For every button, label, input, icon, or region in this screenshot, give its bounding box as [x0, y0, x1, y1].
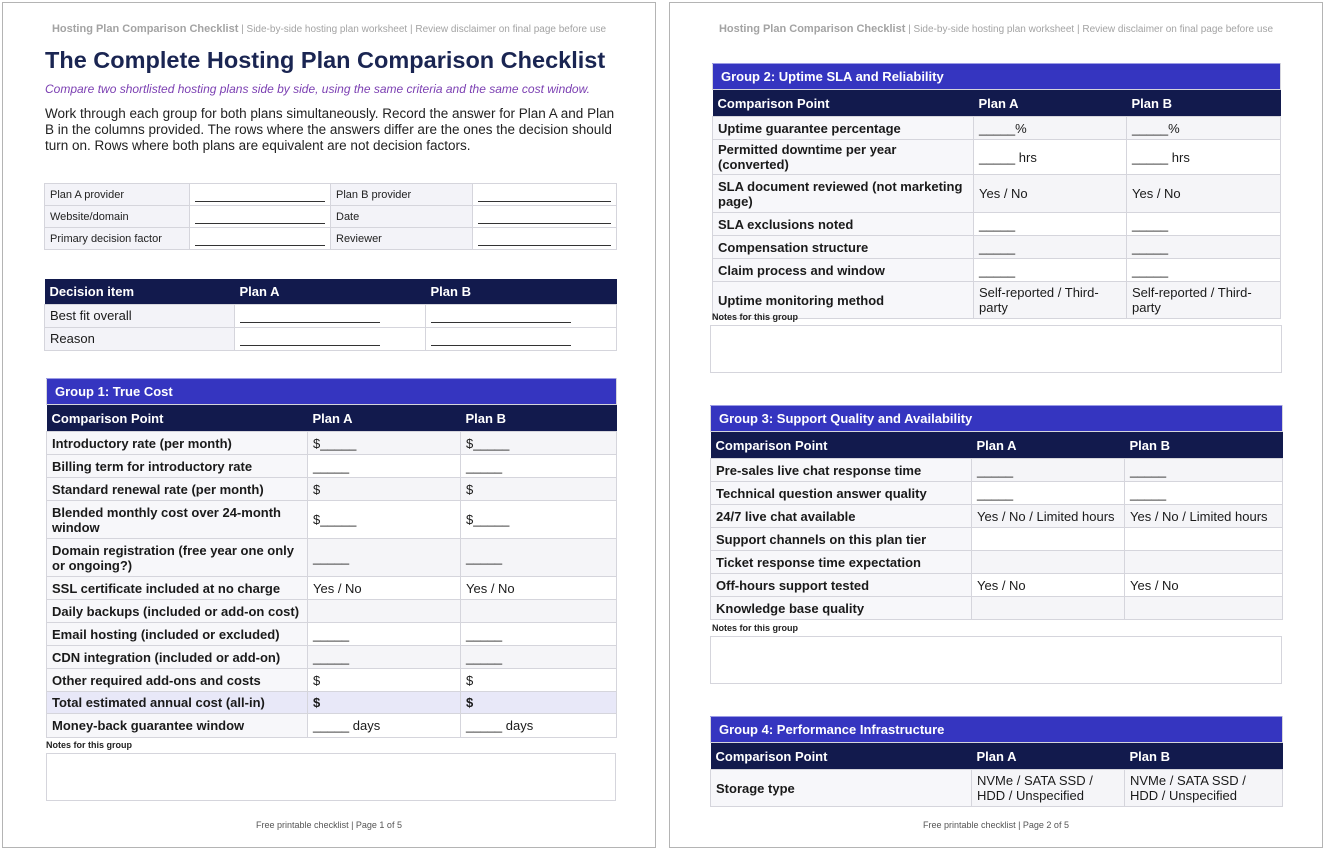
- column-header: Plan B: [461, 405, 617, 432]
- plan-a-value[interactable]: Yes / No / Limited hours: [972, 505, 1125, 528]
- column-header: Plan A: [235, 279, 426, 304]
- plan-a-value[interactable]: [972, 528, 1125, 551]
- table-row: [47, 600, 617, 623]
- info-label: Plan B provider: [331, 184, 473, 206]
- table-row: [713, 236, 1281, 259]
- info-field[interactable]: [190, 228, 331, 250]
- table-row: [47, 669, 617, 692]
- table-row: [47, 455, 617, 478]
- plan-a-value[interactable]: Yes / No: [972, 574, 1125, 597]
- plan-b-value[interactable]: _____: [461, 623, 617, 646]
- info-label: Date: [331, 206, 473, 228]
- plan-b-value[interactable]: Yes / No / Limited hours: [1125, 505, 1283, 528]
- plan-a-value[interactable]: $: [308, 669, 461, 692]
- comparison-point: Compensation structure: [713, 236, 974, 259]
- plan-b-value[interactable]: _____: [1127, 236, 1281, 259]
- plan-b-value[interactable]: Yes / No: [1127, 175, 1281, 213]
- plan-a-value[interactable]: _____: [308, 539, 461, 577]
- info-field[interactable]: [190, 184, 331, 206]
- comparison-point: Domain registration (free year one only or ongoing?): [47, 539, 308, 577]
- notes-label: Notes for this group: [712, 312, 798, 322]
- plan-b-value[interactable]: _____: [461, 455, 617, 478]
- group-1-table: [46, 378, 617, 738]
- plan-b-value[interactable]: Self-reported / Third-party: [1127, 282, 1281, 319]
- notes-label: Notes for this group: [712, 623, 798, 633]
- plan-a-value[interactable]: NVMe / SATA SSD / HDD / Unspecified: [972, 770, 1125, 807]
- plan-a-value[interactable]: Yes / No: [308, 577, 461, 600]
- plan-a-value[interactable]: $_____: [308, 501, 461, 539]
- plan-a-value[interactable]: _____: [308, 455, 461, 478]
- plan-b-value[interactable]: Yes / No: [461, 577, 617, 600]
- table-row: [47, 577, 617, 600]
- header-subtext: | Side-by-side hosting plan worksheet | Review disclaimer on final page before use: [238, 24, 607, 35]
- column-header: Plan A: [972, 743, 1125, 770]
- comparison-point: Technical question answer quality: [711, 482, 972, 505]
- comparison-point: Standard renewal rate (per month): [47, 478, 308, 501]
- comparison-point: Claim process and window: [713, 259, 974, 282]
- group-title: Group 2: Uptime SLA and Reliability: [713, 64, 1281, 90]
- group-title: Group 1: True Cost: [47, 379, 617, 405]
- info-field[interactable]: [473, 228, 617, 250]
- comparison-point: Off-hours support tested: [711, 574, 972, 597]
- info-row: [45, 206, 617, 228]
- column-header: Plan A: [308, 405, 461, 432]
- comparison-point: Support channels on this plan tier: [711, 528, 972, 551]
- comparison-point: Permitted downtime per year (converted): [713, 140, 974, 175]
- comparison-point: Introductory rate (per month): [47, 432, 308, 455]
- plan-b-value[interactable]: $_____: [461, 432, 617, 455]
- page-footer: Free printable checklist | Page 1 of 5: [256, 820, 402, 830]
- table-row: [711, 505, 1283, 528]
- group-title: Group 3: Support Quality and Availability: [711, 406, 1283, 432]
- plan-a-value[interactable]: _____: [308, 646, 461, 669]
- table-row: [713, 117, 1281, 140]
- comparison-point: Uptime guarantee percentage: [713, 117, 974, 140]
- decision-field[interactable]: [426, 304, 617, 327]
- plan-b-value[interactable]: _____ days: [461, 714, 617, 738]
- group-3-table: [710, 405, 1283, 620]
- notes-box[interactable]: [710, 636, 1282, 684]
- plan-info-table: [44, 183, 617, 250]
- plan-a-value[interactable]: $_____: [308, 432, 461, 455]
- notes-box[interactable]: [46, 753, 616, 801]
- plan-a-value[interactable]: _____: [972, 459, 1125, 482]
- info-label: Reviewer: [331, 228, 473, 250]
- plan-a-value[interactable]: _____: [308, 623, 461, 646]
- plan-b-value[interactable]: [1125, 528, 1283, 551]
- table-row: [47, 714, 617, 738]
- plan-b-value[interactable]: _____: [1125, 459, 1283, 482]
- table-row: [711, 574, 1283, 597]
- info-field[interactable]: [473, 206, 617, 228]
- comparison-point: 24/7 live chat available: [711, 505, 972, 528]
- header-title: Hosting Plan Comparison Checklist: [718, 23, 906, 35]
- comparison-point: Email hosting (included or excluded): [47, 623, 308, 646]
- intro-paragraph: Work through each group for both plans simultaneously. Record the answer for Plan A and Plan B in the columns provided. The rows where the answers differ are the ones the decision should turn on. Rows where both plans are equivalent are not decision factors.: [45, 106, 615, 153]
- table-row: [711, 770, 1283, 807]
- notes-box[interactable]: [710, 325, 1282, 373]
- header-subtext: | Side-by-side hosting plan worksheet | Review disclaimer on final page before use: [905, 24, 1274, 35]
- column-header: Comparison Point: [713, 90, 974, 117]
- column-header: Plan B: [1125, 432, 1283, 459]
- table-row: [47, 646, 617, 669]
- table-row: [711, 551, 1283, 574]
- info-field[interactable]: [190, 206, 331, 228]
- plan-a-value[interactable]: [972, 597, 1125, 620]
- table-row: [713, 140, 1281, 175]
- plan-a-value[interactable]: Self-reported / Third-party: [974, 282, 1127, 319]
- plan-a-value[interactable]: _____: [972, 482, 1125, 505]
- comparison-point: Storage type: [711, 770, 972, 807]
- table-row: [713, 213, 1281, 236]
- group-2-table: [712, 63, 1281, 319]
- page-subtitle: Compare two shortlisted hosting plans side by side, using the same criteria and the same cost window.: [45, 82, 590, 96]
- table-row: [47, 432, 617, 455]
- plan-b-value[interactable]: _____: [461, 646, 617, 669]
- table-row: [47, 692, 617, 714]
- running-header: [670, 23, 1322, 35]
- plan-a-value[interactable]: _____ days: [308, 714, 461, 738]
- plan-b-value[interactable]: $_____: [461, 501, 617, 539]
- plan-a-value[interactable]: _____: [974, 213, 1127, 236]
- column-header: Plan B: [1125, 743, 1283, 770]
- plan-b-value[interactable]: _____: [1127, 259, 1281, 282]
- group-4-table: [710, 716, 1283, 807]
- comparison-point: Ticket response time expectation: [711, 551, 972, 574]
- decision-label: Reason: [45, 327, 235, 350]
- plan-a-value[interactable]: [972, 551, 1125, 574]
- column-header: Comparison Point: [711, 432, 972, 459]
- header-title: Hosting Plan Comparison Checklist: [51, 23, 239, 35]
- table-row: [713, 259, 1281, 282]
- running-header: [3, 23, 655, 35]
- comparison-point: Blended monthly cost over 24-month window: [47, 501, 308, 539]
- table-row: [47, 501, 617, 539]
- plan-b-value[interactable]: _____%: [1127, 117, 1281, 140]
- info-row: [45, 184, 617, 206]
- plan-b-value[interactable]: [1125, 597, 1283, 620]
- plan-a-value[interactable]: _____ hrs: [974, 140, 1127, 175]
- table-row: [711, 597, 1283, 620]
- notes-label: Notes for this group: [46, 740, 132, 750]
- comparison-point: Total estimated annual cost (all-in): [47, 692, 308, 714]
- plan-a-value[interactable]: _____%: [974, 117, 1127, 140]
- column-header: Plan A: [974, 90, 1127, 117]
- comparison-point: Knowledge base quality: [711, 597, 972, 620]
- info-field[interactable]: [473, 184, 617, 206]
- info-label: Website/domain: [45, 206, 190, 228]
- plan-b-value[interactable]: $: [461, 478, 617, 501]
- column-header: Comparison Point: [47, 405, 308, 432]
- plan-a-value[interactable]: _____: [974, 236, 1127, 259]
- comparison-point: SSL certificate included at no charge: [47, 577, 308, 600]
- info-label: Primary decision factor: [45, 228, 190, 250]
- table-row: [711, 459, 1283, 482]
- comparison-point: Billing term for introductory rate: [47, 455, 308, 478]
- plan-b-value[interactable]: $: [461, 669, 617, 692]
- plan-b-value[interactable]: [461, 600, 617, 623]
- plan-a-value[interactable]: $: [308, 478, 461, 501]
- page-title: The Complete Hosting Plan Comparison Checklist: [45, 47, 606, 73]
- table-row: [47, 623, 617, 646]
- plan-a-value[interactable]: $: [308, 692, 461, 714]
- column-header: Plan A: [972, 432, 1125, 459]
- plan-b-value[interactable]: $: [461, 692, 617, 714]
- decision-field[interactable]: [235, 304, 426, 327]
- decision-label: Best fit overall: [45, 304, 235, 327]
- info-label: Plan A provider: [45, 184, 190, 206]
- decision-table: [44, 279, 617, 351]
- plan-b-value[interactable]: [1125, 551, 1283, 574]
- info-row: [45, 228, 617, 250]
- column-header: Decision item: [45, 279, 235, 304]
- column-header: Plan B: [426, 279, 617, 304]
- page-2: [669, 2, 1323, 848]
- plan-b-value[interactable]: _____: [1125, 482, 1283, 505]
- plan-b-value[interactable]: _____: [1127, 213, 1281, 236]
- plan-a-value[interactable]: Yes / No: [974, 175, 1127, 213]
- comparison-point: CDN integration (included or add-on): [47, 646, 308, 669]
- column-header: Plan B: [1127, 90, 1281, 117]
- table-row: [47, 539, 617, 577]
- plan-b-value[interactable]: NVMe / SATA SSD / HDD / Unspecified: [1125, 770, 1283, 807]
- comparison-point: Pre-sales live chat response time: [711, 459, 972, 482]
- plan-a-value[interactable]: _____: [974, 259, 1127, 282]
- comparison-point: Other required add-ons and costs: [47, 669, 308, 692]
- comparison-point: Uptime monitoring method: [713, 282, 974, 319]
- comparison-point: SLA exclusions noted: [713, 213, 974, 236]
- group-title: Group 4: Performance Infrastructure: [711, 717, 1283, 743]
- decision-field[interactable]: [235, 327, 426, 350]
- page-footer: Free printable checklist | Page 2 of 5: [923, 820, 1069, 830]
- comparison-point: Daily backups (included or add-on cost): [47, 600, 308, 623]
- column-header: Comparison Point: [711, 743, 972, 770]
- table-row: [45, 327, 617, 350]
- table-row: [45, 304, 617, 327]
- plan-a-value[interactable]: [308, 600, 461, 623]
- comparison-point: Money-back guarantee window: [47, 714, 308, 738]
- comparison-point: SLA document reviewed (not marketing page): [713, 175, 974, 213]
- plan-b-value[interactable]: _____: [461, 539, 617, 577]
- page-1: [2, 2, 656, 848]
- table-row: [713, 175, 1281, 213]
- decision-field[interactable]: [426, 327, 617, 350]
- plan-b-value[interactable]: _____ hrs: [1127, 140, 1281, 175]
- table-row: [711, 482, 1283, 505]
- table-row: [47, 478, 617, 501]
- plan-b-value[interactable]: Yes / No: [1125, 574, 1283, 597]
- table-row: [711, 528, 1283, 551]
